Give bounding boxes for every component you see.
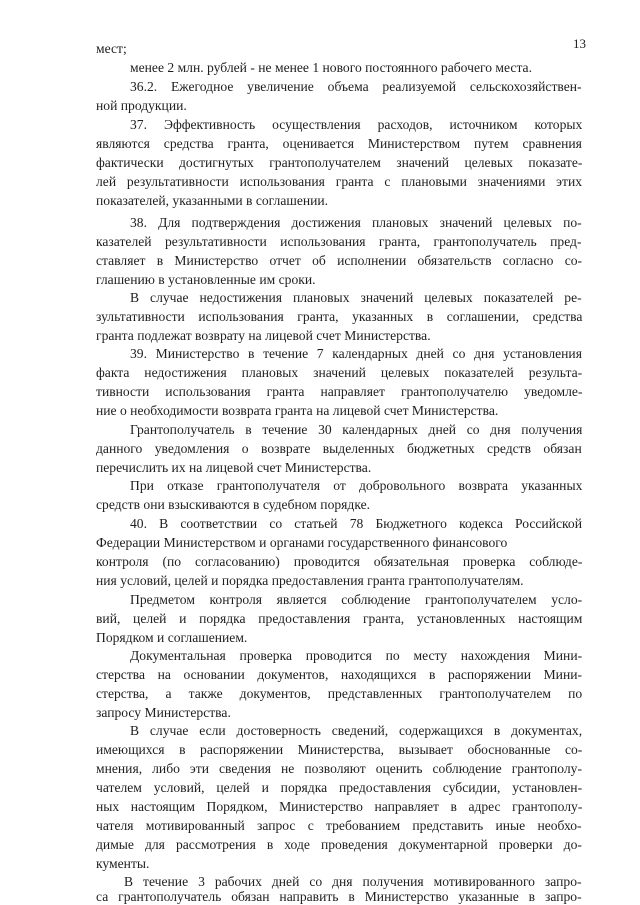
text-line: ной продукции. (96, 98, 187, 113)
text-line: В течение 3 рабочих дней со дня получения мотивированного запро- (124, 874, 582, 889)
text-line: стерства на основании документов, находящихся в распоряжении Мини- (96, 667, 583, 682)
text-line: перечислить их на лицевой счет Министерства. (96, 460, 372, 475)
text-line: средств они взыскиваются в судебном порядке. (96, 497, 371, 512)
text-line: ных настоящим Порядком, Министерство направляет в адрес грантополу- (96, 799, 583, 814)
text-line: Грантополучатель в течение 30 календарных дней со дня получения (130, 422, 583, 437)
text-line: имеющихся в распоряжении Министерства, вызывает обоснованные со- (96, 742, 583, 757)
text-line: ния условий, целей и порядка предоставления гранта грантополучателям. (96, 573, 524, 588)
text-line: Порядком и соглашением. (96, 630, 248, 645)
text-line: 38. Для подтверждения достижения плановых значений целевых по- (130, 215, 582, 230)
text-line: мест; (96, 41, 127, 56)
text-line: При отказе грантополучателя от добровольного возврата указанных (130, 478, 583, 493)
text-line: данного уведомления о возврате выделенных бюджетных средств обязан (96, 441, 582, 456)
text-line: фактически достигнутых грантополучателем значений целевых показате- (96, 155, 583, 170)
text-line: са грантополучатель обязан направить в Министерство указанные в запро- (96, 889, 582, 904)
text-line: 39. Министерство в течение 7 календарных дней со дня установления (130, 346, 582, 361)
text-line: 40. В соответствии со статьей 78 Бюджетного кодекса Российской (130, 516, 582, 531)
text-line: лей результативности использования гранта с плановыми значениями этих (96, 174, 583, 189)
text-line: ние о необходимости возврата гранта на лицевой счет Министерства. (96, 403, 499, 418)
text-line: вий, целей и порядка предоставления гранта, установленных настоящим (96, 611, 583, 626)
text-line: 36.2. Ежегодное увеличение объема реализуемой сельскохозяйствен- (130, 79, 582, 94)
text-line: контроля (по согласованию) проводится обязательная проверка соблюде- (96, 554, 583, 569)
text-line: запросу Министерства. (96, 705, 231, 720)
text-line: Предметом контроля является соблюдение грантополучателем усло- (130, 592, 583, 607)
text-line: казателей результативности использования гранта, грантополучатель пред- (96, 234, 582, 249)
text-line: факта недостижения плановых значений целевых показателей результа- (96, 365, 583, 380)
text-line: В случае недостижения плановых значений целевых показателей ре- (130, 290, 582, 305)
text-line: гранта подлежат возврату на лицевой счет Министерства. (96, 328, 431, 343)
text-line: являются средства гранта, оценивается Министерством путем сравнения (96, 136, 582, 151)
text-line: ставляет в Министерство отчет об исполнении обязательств согласно со- (96, 253, 583, 268)
text-line: димые для рассмотрения в ходе проведения документарной проверки до- (96, 837, 582, 852)
text-line: мнения, либо эти сведения не позволяют оценить соблюдение грантополу- (96, 761, 582, 776)
text-line: В случае если достоверность сведений, содержащихся в документах, (130, 723, 583, 738)
text-line: показателей, указанными в соглашении. (96, 193, 329, 208)
text-line: менее 2 млн. рублей - не менее 1 нового постоянного рабочего места. (130, 60, 532, 75)
text-line: кументы. (96, 856, 150, 871)
text-line: 37. Эффективность осуществления расходов, источником которых (130, 117, 583, 132)
text-line: стерства, а также документов, представленных грантополучателем по (96, 686, 583, 701)
text-line: зультативности использования гранта, указанных в соглашении, средства (96, 309, 583, 324)
text-line: чателем условий, целей и порядка предоставления субсидии, установлен- (96, 780, 583, 795)
text-line: Документальная проверка проводится по месту нахождения Мини- (130, 648, 583, 663)
text-line: чателя мотивированный запрос с требованием представить иные необхо- (96, 818, 582, 833)
text-line: Федерации Министерством и органами государственного финансового (96, 535, 508, 550)
page-number: 13 (573, 36, 586, 51)
text-line: тивности использования гранта направляет грантополучателю уведомле- (96, 384, 583, 399)
text-line: глашению в установленные им сроки. (96, 272, 316, 287)
